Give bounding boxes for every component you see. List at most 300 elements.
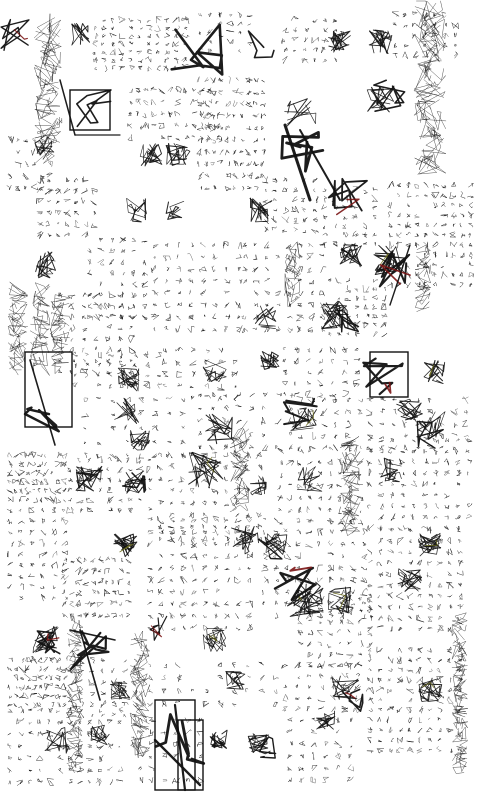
scribble-glyph: [7, 470, 13, 476]
scribble-glyph: [217, 114, 224, 119]
scribble-glyph: [404, 45, 408, 47]
scribble-glyph: [468, 472, 469, 475]
scribble-glyph: [209, 13, 212, 17]
scribble-glyph: [311, 291, 313, 295]
scribble-glyph: [62, 551, 68, 555]
scribble-glyph: [323, 189, 326, 192]
scribble-glyph: [238, 268, 241, 271]
scribble-glyph: [152, 290, 158, 295]
scribble-glyph: [390, 438, 394, 442]
scribble-glyph: [334, 410, 338, 414]
scribble-glyph: [152, 125, 157, 126]
scribble-glyph: [25, 161, 28, 166]
scribble-glyph: [73, 360, 75, 362]
scribble-glyph: [111, 18, 114, 23]
scribble-glyph: [71, 561, 75, 563]
scribble-glyph: [204, 615, 207, 618]
scribble-column-stroke: [454, 633, 459, 644]
scribble-glyph: [205, 384, 209, 389]
scribble-glyph: [8, 574, 12, 576]
scribble-glyph: [63, 531, 67, 534]
scribble-glyph: [320, 314, 325, 320]
scribble-glyph: [64, 210, 71, 217]
scribble-glyph: [9, 658, 13, 662]
scribble-glyph: [101, 692, 106, 695]
scribble-glyph: [344, 360, 348, 364]
scribble-glyph: [95, 68, 97, 70]
scribble-glyph: [235, 525, 239, 529]
scribble-glyph: [29, 770, 32, 771]
scribble-glyph: [291, 742, 293, 746]
scribble-glyph: [236, 302, 241, 309]
scribble-glyph: [321, 435, 325, 439]
scribble-glyph: [418, 606, 422, 608]
scribble-glyph: [98, 570, 101, 572]
scribble-glyph: [62, 541, 68, 545]
scribble-column-stroke: [343, 495, 354, 509]
scribble-glyph: [153, 304, 157, 306]
scribble-glyph: [448, 572, 452, 576]
scribble-glyph: [424, 195, 427, 197]
scribble-glyph: [229, 161, 230, 165]
scribble-glyph: [408, 204, 411, 207]
scribble-glyph: [70, 602, 75, 608]
scribble-glyph: [25, 674, 32, 681]
scribble-glyph: [266, 267, 269, 270]
scribble-glyph: [43, 695, 50, 700]
scribble-glyph: [119, 16, 126, 23]
scribble-glyph: [307, 697, 311, 700]
scribble-glyph: [368, 594, 372, 598]
scribble-glyph: [393, 53, 398, 58]
scribble-glyph: [200, 243, 205, 247]
scribble-glyph: [388, 679, 390, 682]
scribble-glyph: [59, 768, 63, 773]
scribble-glyph: [368, 605, 373, 610]
scribble-glyph: [202, 524, 204, 529]
scribble-glyph: [165, 303, 170, 308]
scribble-glyph: [139, 398, 144, 403]
scribble-glyph: [176, 278, 182, 283]
scribble-glyph: [98, 303, 105, 310]
scribble-glyph: [391, 482, 394, 485]
scribble-glyph: [254, 150, 257, 153]
scribble-glyph: [159, 477, 163, 481]
scribble-glyph: [289, 406, 293, 411]
scribble-glyph: [302, 208, 306, 212]
scribble-glyph: [288, 484, 292, 485]
scribble-cluster: [203, 367, 224, 381]
scribble-glyph: [98, 352, 101, 358]
scribble-glyph: [294, 358, 298, 364]
scribble-glyph: [236, 78, 238, 81]
scribble-glyph: [130, 360, 132, 362]
scribble-glyph: [137, 458, 141, 464]
scribble-glyph: [262, 434, 265, 438]
scribble-glyph: [56, 668, 60, 671]
scribble-glyph: [105, 568, 110, 574]
scribble-glyph: [373, 187, 377, 190]
scribble-glyph: [313, 19, 318, 22]
scribble-glyph: [413, 470, 416, 476]
scribble-glyph: [298, 677, 300, 679]
scribble-glyph: [147, 34, 150, 37]
scribble-column-stroke: [12, 300, 27, 315]
scribble-glyph: [398, 627, 402, 631]
scribble-glyph: [336, 278, 342, 284]
scribble-glyph: [234, 555, 238, 558]
scribble-glyph: [21, 584, 24, 590]
scribble-glyph: [238, 316, 240, 319]
scribble-glyph: [262, 149, 265, 154]
scribble-glyph: [159, 530, 163, 534]
scribble-glyph: [140, 777, 143, 783]
scribble-glyph: [188, 269, 194, 272]
scribble-glyph: [309, 243, 314, 247]
scribble-glyph: [19, 693, 26, 698]
scribble-glyph: [198, 431, 201, 435]
scribble-glyph: [409, 718, 413, 723]
scribble-glyph: [12, 542, 14, 547]
scribble-glyph: [317, 614, 323, 619]
scribble-glyph: [20, 596, 24, 600]
scribble-glyph: [197, 161, 199, 166]
scribble-glyph: [445, 505, 449, 509]
scribble-glyph: [101, 457, 103, 463]
scribble-glyph: [456, 439, 460, 442]
scribble-glyph: [397, 242, 402, 248]
scribble-glyph: [157, 376, 160, 377]
scribble-glyph: [407, 593, 413, 599]
scribble-glyph: [307, 381, 311, 384]
scribble-glyph: [148, 615, 153, 618]
scribble-glyph: [263, 200, 268, 202]
scribble-glyph: [68, 498, 71, 501]
scribble-glyph: [398, 648, 402, 653]
scribble-glyph: [295, 392, 300, 396]
scribble-glyph: [247, 173, 252, 179]
scribble-glyph: [58, 370, 62, 373]
scribble-glyph: [93, 52, 95, 54]
scribble-glyph: [466, 450, 469, 453]
scribble-glyph: [357, 663, 362, 666]
scribble-glyph: [47, 180, 50, 182]
scribble-glyph: [452, 273, 455, 277]
scribble-glyph: [120, 351, 122, 358]
scribble-glyph: [169, 513, 174, 517]
scribble-glyph: [397, 677, 403, 683]
scribble-glyph: [254, 139, 258, 143]
scribble-glyph: [285, 48, 288, 52]
scribble-glyph: [358, 520, 363, 525]
scribble-glyph: [76, 500, 83, 503]
scribble-glyph: [40, 685, 42, 688]
scribble-glyph: [18, 745, 22, 748]
scribble-glyph: [7, 519, 12, 524]
scribble-glyph: [105, 614, 110, 617]
scribble-glyph: [381, 303, 386, 309]
scribble-glyph: [451, 409, 458, 416]
scribble-column-stroke: [423, 138, 443, 163]
scribble-glyph: [242, 328, 248, 333]
scribble-glyph: [358, 483, 363, 485]
scribble-glyph: [190, 553, 197, 560]
scribble-glyph: [254, 186, 258, 190]
scribble-glyph: [107, 468, 109, 471]
scribble-glyph: [66, 597, 68, 600]
scribble-glyph: [15, 471, 19, 476]
scribble-glyph: [74, 374, 76, 377]
scribble-glyph: [9, 696, 11, 698]
scribble-glyph: [439, 728, 442, 732]
scribble-glyph: [362, 602, 366, 604]
scribble-glyph: [398, 224, 401, 225]
scribble-glyph: [329, 664, 336, 668]
scribble-glyph: [401, 451, 405, 452]
scribble-glyph: [65, 222, 69, 227]
scribble-column-stroke: [235, 469, 248, 479]
scribble-glyph: [409, 560, 412, 564]
scribble-glyph: [119, 479, 121, 482]
scribble-glyph: [456, 460, 460, 465]
scribble-glyph: [286, 460, 294, 465]
scribble-glyph: [342, 381, 348, 384]
scribble-glyph: [320, 674, 324, 678]
scribble-glyph: [248, 567, 251, 569]
scribble-glyph: [128, 305, 134, 310]
scribble-glyph: [177, 371, 182, 377]
scribble-glyph: [348, 642, 352, 645]
scribble-glyph: [278, 448, 284, 453]
scribble-glyph: [41, 586, 45, 589]
scribble-glyph: [378, 717, 381, 722]
scribble-glyph: [179, 536, 182, 542]
scribble-glyph: [213, 537, 215, 540]
scribble-glyph: [242, 316, 246, 319]
scribble-glyph: [137, 718, 143, 724]
scribble-glyph: [264, 242, 269, 248]
scribble-glyph: [175, 111, 180, 116]
scribble-glyph: [254, 304, 258, 307]
scribble-glyph: [361, 578, 367, 583]
scribble-glyph: [247, 665, 249, 667]
scribble-glyph: [162, 359, 167, 365]
scribble-glyph: [333, 242, 338, 247]
scribble-glyph: [19, 733, 23, 736]
scribble-glyph: [101, 26, 106, 30]
scribble-glyph: [109, 363, 111, 366]
scribble-glyph: [197, 102, 202, 106]
scribble-glyph: [171, 488, 175, 491]
scribble-glyph: [367, 598, 372, 602]
scribble-glyph: [432, 192, 440, 198]
scribble-glyph: [240, 163, 244, 167]
scribble-glyph: [218, 701, 223, 708]
scribble-glyph: [369, 469, 371, 476]
scribble-glyph: [26, 657, 31, 662]
scribble-glyph: [119, 746, 120, 747]
scribble-glyph: [225, 490, 228, 494]
scribble-glyph: [428, 604, 433, 611]
scribble-glyph: [356, 314, 358, 318]
scribble-glyph: [259, 689, 265, 693]
scribble-glyph: [312, 718, 316, 721]
scribble-glyph: [116, 780, 123, 781]
scribble-glyph: [63, 500, 65, 502]
scribble-column-stroke: [131, 638, 150, 651]
scribble-glyph: [329, 614, 333, 618]
scribble-glyph: [171, 555, 174, 556]
scribble-glyph: [369, 698, 374, 704]
scribble-glyph: [47, 778, 54, 785]
scribble-glyph: [151, 314, 159, 320]
scribble-glyph: [254, 162, 259, 166]
scribble-glyph: [297, 567, 300, 569]
scribble-glyph: [298, 461, 301, 466]
scribble-glyph: [334, 29, 337, 32]
scribble-glyph: [26, 703, 29, 705]
scribble-glyph: [46, 676, 48, 679]
scribble-glyph: [342, 590, 345, 595]
scribble-glyph: [295, 706, 300, 711]
scribble-glyph: [158, 613, 163, 618]
scribble-glyph: [287, 316, 292, 318]
scribble-glyph: [203, 554, 207, 558]
scribble-glyph: [429, 669, 432, 672]
scribble-glyph: [136, 88, 141, 93]
scribble-glyph: [30, 656, 37, 664]
scribble-glyph: [328, 553, 334, 556]
scribble-glyph: [125, 600, 131, 602]
scribble-glyph: [149, 675, 153, 680]
scribble-glyph: [112, 701, 116, 706]
scribble-glyph: [66, 178, 69, 182]
scribble-glyph: [300, 755, 303, 759]
scribble-glyph: [145, 57, 151, 62]
scribble-glyph: [98, 591, 100, 594]
scribble-glyph: [469, 273, 474, 278]
scribble-glyph: [317, 565, 323, 572]
scribble-glyph: [170, 590, 175, 594]
scribble-glyph: [126, 559, 131, 563]
scribble-glyph: [318, 707, 323, 710]
scribble-glyph: [467, 504, 472, 508]
scribble-glyph: [46, 221, 50, 226]
scribble-glyph: [214, 556, 218, 558]
scribble-glyph: [264, 530, 265, 534]
scribble-glyph: [121, 559, 123, 562]
scribble-glyph: [397, 737, 402, 743]
scribble-column-stroke: [52, 347, 64, 351]
scribble-glyph: [41, 530, 46, 535]
scribble-glyph: [338, 494, 342, 501]
scribble-glyph: [153, 440, 157, 443]
scribble-glyph: [321, 685, 324, 690]
scribble-glyph: [124, 660, 127, 662]
scribble-glyph: [33, 489, 35, 490]
scribble-glyph: [240, 101, 244, 106]
scribble-glyph: [320, 291, 325, 296]
scribble-glyph: [350, 577, 357, 583]
scribble-glyph: [106, 581, 108, 584]
scribble-glyph: [68, 488, 72, 492]
scribble-glyph: [170, 613, 175, 619]
scribble-glyph: [8, 136, 13, 143]
scribble-glyph: [366, 687, 373, 693]
scribble-column-stroke: [11, 316, 26, 332]
scribble-glyph: [343, 370, 348, 375]
scribble-glyph: [214, 525, 217, 529]
scribble-glyph: [427, 527, 432, 534]
scribble-glyph: [394, 43, 397, 47]
scribble-glyph: [417, 677, 424, 684]
scribble-glyph: [429, 749, 432, 750]
scribble-glyph: [448, 688, 452, 692]
scribble-glyph: [313, 432, 316, 439]
scribble-glyph: [297, 484, 302, 489]
scribble-glyph: [181, 502, 185, 505]
scribble-column-stroke: [52, 295, 70, 310]
scribble-glyph: [78, 713, 84, 718]
scribble-glyph: [129, 35, 134, 39]
scribble-column-stroke: [452, 753, 465, 761]
scribble-glyph: [308, 371, 311, 374]
scribble-glyph: [368, 627, 373, 632]
scribble-glyph: [138, 499, 141, 501]
scribble-glyph: [177, 266, 181, 271]
scribble-glyph: [7, 490, 13, 494]
scribble-glyph: [192, 135, 195, 137]
scribble-glyph: [265, 227, 268, 232]
scribble-glyph: [55, 685, 60, 689]
scribble-glyph: [318, 369, 323, 374]
scribble-glyph: [75, 363, 76, 367]
scribble-glyph: [51, 471, 53, 474]
scribble-glyph: [347, 398, 351, 402]
scribble-glyph: [88, 458, 91, 462]
scribble-glyph: [130, 326, 133, 329]
scribble-glyph: [128, 591, 129, 594]
scribble-glyph: [397, 707, 402, 713]
scribble-glyph: [321, 47, 325, 53]
scribble-glyph: [147, 467, 151, 474]
scribble-glyph: [168, 412, 171, 415]
scribble-glyph: [419, 737, 420, 743]
scribble-glyph: [218, 397, 222, 402]
scribble-glyph: [246, 689, 248, 692]
scribble-glyph: [441, 272, 447, 279]
scribble-glyph: [37, 779, 42, 783]
scribble-glyph: [215, 565, 218, 570]
scribble-glyph: [248, 578, 251, 583]
scribble-glyph: [364, 305, 368, 309]
scribble-glyph: [403, 13, 407, 17]
scribble-glyph: [112, 668, 114, 673]
scribble-glyph: [224, 477, 227, 481]
scribble-glyph: [197, 77, 199, 82]
scribble-glyph: [172, 778, 180, 784]
scribble-glyph: [132, 238, 136, 242]
scribble-glyph: [202, 577, 207, 582]
scribble-glyph: [233, 101, 237, 107]
scribble-glyph: [408, 647, 412, 651]
scribble-glyph: [439, 433, 444, 439]
scribble-glyph: [144, 381, 150, 388]
scribble-glyph: [8, 709, 13, 713]
scribble-glyph: [427, 648, 432, 652]
scribble-glyph: [7, 185, 11, 190]
scribble-glyph: [415, 215, 420, 219]
